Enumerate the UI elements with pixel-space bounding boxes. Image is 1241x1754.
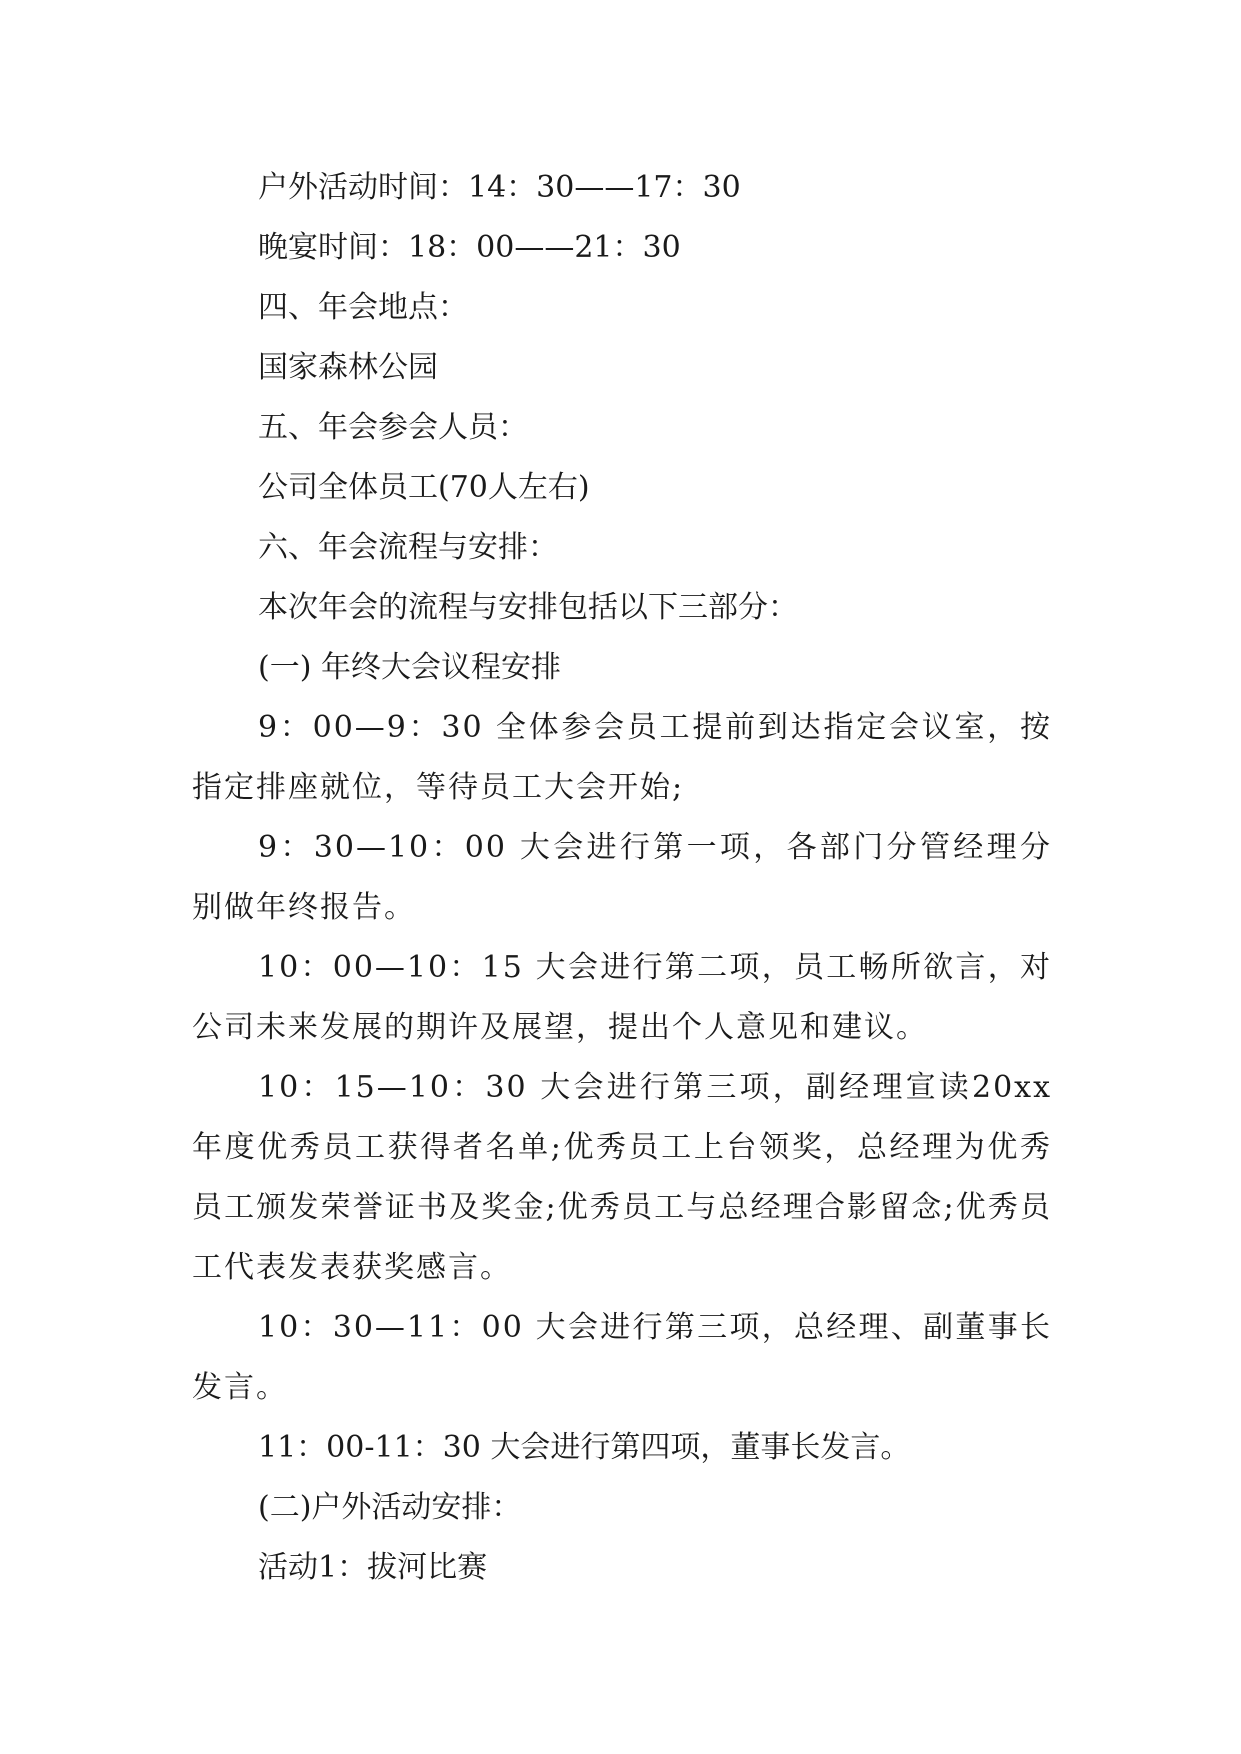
agenda-item-chairman-speech: 11：00-11：30 大会进行第四项，董事长发言。 bbox=[258, 1430, 911, 1465]
agenda-item-reports: 9：30—10：00 大会进行第一项，各部门分管经理分别做年终报告。 bbox=[192, 830, 1052, 925]
agenda-item-arrival: 9：00—9：30 全体参会员工提前到达指定会议室，按指定排座就位，等待员工大会开始; bbox=[192, 710, 1052, 805]
outdoor-activity-time: 户外活动时间：14：30——17：30 bbox=[258, 170, 741, 205]
attendees-description: 公司全体员工(70人左右) bbox=[258, 470, 590, 505]
subsection-heading-meeting: (一) 年终大会议程安排 bbox=[258, 650, 561, 685]
section-heading-schedule: 六、年会流程与安排： bbox=[258, 530, 558, 565]
dinner-time: 晚宴时间：18：00——21：30 bbox=[258, 230, 681, 265]
schedule-intro: 本次年会的流程与安排包括以下三部分： bbox=[258, 590, 798, 625]
subsection-heading-outdoor: (二)户外活动安排： bbox=[258, 1490, 522, 1525]
section-heading-venue: 四、年会地点： bbox=[258, 290, 468, 325]
agenda-item-executive-speeches: 10：30—11：00 大会进行第三项，总经理、副董事长发言。 bbox=[192, 1310, 1052, 1405]
section-heading-attendees: 五、年会参会人员： bbox=[258, 410, 528, 445]
agenda-item-awards: 10：15—10：30 大会进行第三项，副经理宣读20xx年度优秀员工获得者名单;优秀员工上台领奖，总经理为优秀员工颁发荣誉证书及奖金;优秀员工与总经理合影留念;优秀员工代表发表获奖感言。 bbox=[192, 1070, 1052, 1285]
document-body bbox=[192, 158, 1052, 1598]
venue-name: 国家森林公园 bbox=[258, 350, 438, 385]
activity-tug-of-war: 活动1：拔河比赛 bbox=[258, 1550, 488, 1585]
agenda-item-open-discussion: 10：00—10：15 大会进行第二项，员工畅所欲言，对公司未来发展的期许及展望，提出个人意见和建议。 bbox=[192, 950, 1052, 1045]
